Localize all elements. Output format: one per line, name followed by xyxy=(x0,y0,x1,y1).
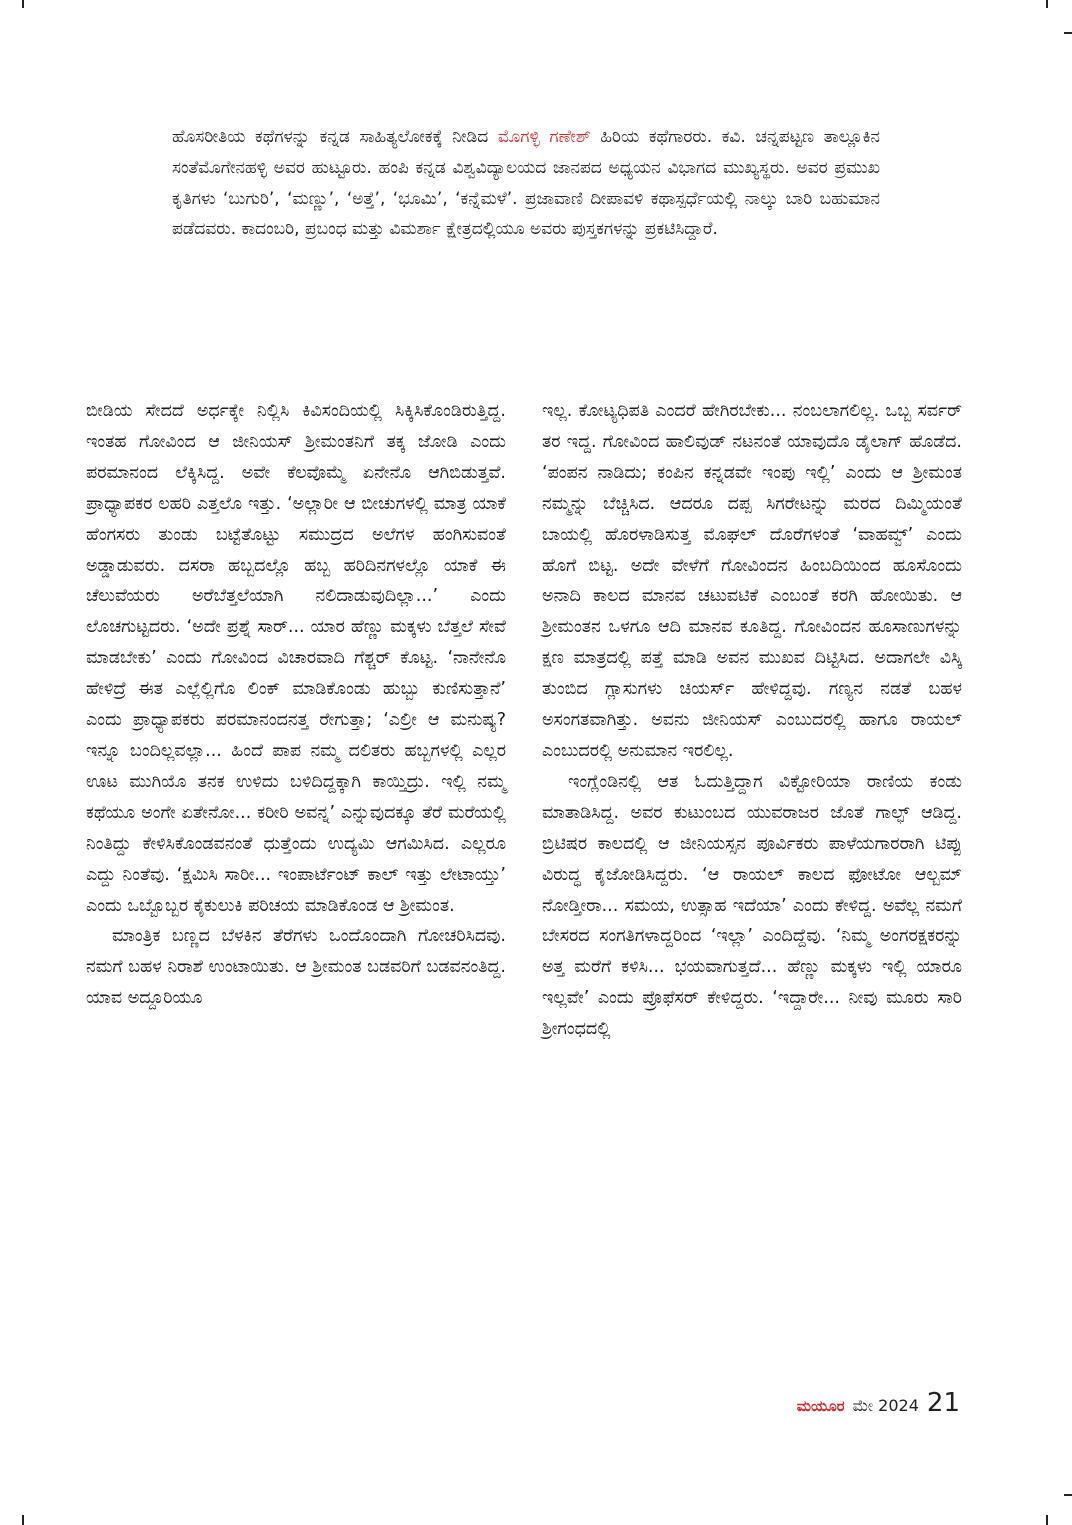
crop-mark-top-left xyxy=(22,0,24,8)
left-paragraph-1: ಬೀಡಿಯ ಸೇದದೆ ಅರ್ಧಕ್ಕೇ ನಿಲ್ಲಿಸಿ ಕಿವಿಸಂದಿಯಲ್ಲಿ ಸಿಕ್ಕಿಸಿಕೊಂಡಿರುತ್ತಿದ್ದ. ಇಂತಹ ಗೋವಿಂದ ಆ ಜೀನಿಯಸ್ ಶ್ರೀಮಂತನಿಗೆ ತಕ್ಕ ಜೋಡಿ ಎಂದು ಪರಮಾನಂದ ಲೆಕ್ಕಿಸಿದ್ದ. ಅವೇ ಕೆಲವೊಮ್ಮೆ ಏನೇನೊ ಆಗಿಬಿಡುತ್ತವೆ. ಪ್ರಾಧ್ಯಾಪಕರ ಲಹರಿ ಎತ್ತಲೊ ಇತ್ತು. ‘ಅಲ್ಲಾರೀ ಆ ಬೀಚುಗಳಲ್ಲಿ ಮಾತ್ರ ಯಾಕೆ ಹೆಂಗಸರು ತುಂಡು ಬಟ್ಟೆತೊಟ್ಟು ಸಮುದ್ರದ ಅಲೆಗಳ ಹಂಗಿಸುವಂತೆ ಅಡ್ಡಾಡುವರು. ದಸರಾ ಹಬ್ಬದಲ್ಲೊ ಹಬ್ಬ ಹರಿದಿನಗಳಲ್ಲೊ ಯಾಕೆ ಈ ಚೆಲುವೆಯರು ಅರೆಬೆತ್ತಲೆಯಾಗಿ ನಲಿದಾಡುವುದಿಲ್ಲಾ...’ ಎಂದು ಲೊಚಗುಟ್ಟದರು. ‘ಅದೇ ಪ್ರಶ್ನೆ ಸಾರ್... ಯಾರ ಹೆಣ್ಣು ಮಕ್ಕಳು ಬೆತ್ತಲೆ ಸೇವೆ ಮಾಡಬೇಕು’ ಎಂದು ಗೋವಿಂದ ವಿಚಾರವಾದಿ ಗೆಶ್ಚರ್ ಕೊಟ್ಟ. ‘ನಾನೇನೊ ಹೇಳಿದ್ರೆ ಈತ ಎಲ್ಲೆಲ್ಲಿಗೊ ಲಿಂಕ್ ಮಾಡಿಕೊಂಡು ಹುಬ್ಬು ಕುಣಿಸುತ್ತಾನೆ’ ಎಂದು ಪ್ರಾಧ್ಯಾಪಕರು ಪರಮಾನಂದನತ್ತ ರೇಗುತ್ತಾ; ‘ಎಲ್ರೀ ಆ ಮನುಷ್ಯ? ಇನ್ನೂ ಬಂದಿಲ್ಲವಲ್ಲಾ... ಹಿಂದೆ ಪಾಪ ನಮ್ಮ ದಲಿತರು ಹಬ್ಬಗಳಲ್ಲಿ ಎಲ್ಲರ ಊಟ ಮುಗಿಯೊ ತನಕ ಉಳಿದು ಬಳಿದಿದ್ದಕ್ಕಾಗಿ ಕಾಯ್ತಿದ್ರು. ಇಲ್ಲಿ ನಮ್ಮ ಕಥೆಯೂ ಅಂಗೇ ಏತೇನೋ... ಕರೀರಿ ಅವನ್ನ’ ಎನ್ನುವುದಕ್ಕೂ ತೆರೆ ಮರೆಯಲ್ಲಿ ನಿಂತಿದ್ದು ಕೇಳಿಸಿಕೊಂಡವನಂತೆ ಧುತ್ತೆಂದು ಉದ್ಯಮಿ ಆಗಮಿಸಿದ. ಎಲ್ಲರೂ ಎದ್ದು ನಿಂತೆವು. ‘ಕ್ಷಮಿಸಿ ಸಾರೀ... ಇಂಪಾರ್ಟೆಂಟ್ ಕಾಲ್ ಇತ್ತು ಲೇಟಾಯ್ತು’ ಎಂದು ಒಬ್ಬೊಬ್ಬರ ಕೈಕುಲುಕಿ ಪರಿಚಯ ಮಾಡಿಕೊಂಡ ಆ ಶ್ರೀಮಂತ. xyxy=(86,401,506,916)
left-paragraph-2: ಮಾಂತ್ರಿಕ ಬಣ್ಣದ ಬೆಳಕಿನ ತೆರೆಗಳು ಒಂದೊಂದಾಗಿ ಗೋಚರಿಸಿದವು. ನಮಗೆ ಬಹಳ ನಿರಾಶೆ ಉಂಟಾಯಿತು. ಆ ಶ್ರೀಮಂತ ಬಡವರಿಗೆ ಬಡವನಂತಿದ್ದ. ಯಾವ ಅದ್ದೂರಿಯೂ xyxy=(86,926,506,1009)
page-number: 21 xyxy=(926,1388,960,1418)
crop-mark-right-lower xyxy=(1064,1494,1072,1496)
magazine-name: ಮಯೂರ xyxy=(796,1397,845,1415)
crop-mark-top-right xyxy=(1046,0,1048,8)
right-paragraph-2: ಇಂಗ್ಲೆಂಡಿನಲ್ಲಿ ಆತ ಓದುತ್ತಿದ್ದಾಗ ವಿಕ್ಟೋರಿಯಾ ರಾಣಿಯ ಕಂಡು ಮಾತಾಡಿಸಿದ್ದ. ಅವರ ಕುಟುಂಬದ ಯುವರಾಜರ ಜೊತೆ ಗಾಲ್ಫ್ ಆಡಿದ್ದ. ಬ್ರಿಟಿಷರ ಕಾಲದಲ್ಲಿ ಆ ಜೀನಿಯಸ್ಸನ ಪೂರ್ವಿಕರು ಪಾಳೆಯಗಾರರಾಗಿ ಟಿಪ್ಪು ವಿರುದ್ಧ ಕೈಜೋಡಿಸಿದ್ದರು. ‘ಆ ರಾಯಲ್ ಕಾಲದ ಫೋಟೋ ಆಲ್ಬಮ್ ನೋಡ್ತೀರಾ... ಸಮಯ, ಉತ್ಸಾಹ ಇದೆಯಾ’ ಎಂದು ಕೇಳಿದ್ದ. ಅವೆಲ್ಲ ನಮಗೆ ಬೇಸರದ ಸಂಗತಿಗಳಾದ್ದರಿಂದ ‘ಇಲ್ಲಾ’ ಎಂದಿದ್ದೆವು. ‘ನಿಮ್ಮ ಅಂಗರಕ್ಷಕರನ್ನು ಅತ್ತ ಮರೆಗೆ ಕಳಿಸಿ... ಭಯವಾಗುತ್ತದೆ... ಹೆಣ್ಣು ಮಕ್ಕಳು ಇಲ್ಲಿ ಯಾರೂ ಇಲ್ಲವೇ’ ಎಂದು ಪ್ರೊಫೆಸರ್ ಕೇಳಿದ್ದರು. ‘ಇದ್ದಾರೇ... ನೀವು ಮೂರು ಸಾರಿ ಶ್ರೀಗಂಧದಲ್ಲಿ xyxy=(542,771,962,1040)
left-column xyxy=(86,396,506,1014)
intro-text-end: ಹಿರಿಯ ಕಥೆಗಾರರು. ಕವಿ. ಚನ್ನಪಟ್ಟಣ ತಾಲ್ಲೂಕಿನ ಸಂತೆಮೊಗೇನಹಳ್ಳಿ ಅವರ ಹುಟ್ಟೂರು. ಹಂಪಿ ಕನ್ನಡ ವಿಶ್ವವಿದ್ಯಾಲಯದ ಜಾನಪದ ಅಧ್ಯಯನ ವಿಭಾಗದ ಮುಖ್ಯಸ್ಥರು. ಅವರ ಪ್ರಮುಖ ಕೃತಿಗಳು ‘ಬುಗುರಿ’, ‘ಮಣ್ಣು’, ‘ಅತ್ತೆ’, ‘ಭೂಮಿ’, ‘ಕನ್ನೆಮಳೆ’. ಪ್ರಜಾವಾಣಿ ದೀಪಾವಳಿ ಕಥಾಸ್ಪರ್ಧೆಯಲ್ಲಿ ನಾಲ್ಕು ಬಾರಿ ಬಹುಮಾನ ಪಡೆದವರು. ಕಾದಂಬರಿ, ಪ್ರಬಂಧ ಮತ್ತು ವಿಮರ್ಶಾ ಕ್ಷೇತ್ರದಲ್ಲಿಯೂ ಅವರು ಪುಸ್ತಕಗಳನ್ನು ಪ್ರಕಟಿಸಿದ್ದಾರೆ. xyxy=(172,127,880,240)
right-column xyxy=(542,396,962,1045)
crop-mark-bottom-right xyxy=(1046,1515,1048,1525)
intro-text-start: ಹೊಸರೀತಿಯ ಕಥೆಗಳನ್ನು ಕನ್ನಡ ಸಾಹಿತ್ಯಲೋಕಕ್ಕೆ ನೀಡಿದ xyxy=(172,127,498,147)
crop-mark-right-upper xyxy=(1064,32,1072,34)
right-paragraph-1: ಇಲ್ಲ. ಕೋಟ್ಯಧಿಪತಿ ಎಂದರೆ ಹೇಗಿರಬೇಕು... ನಂಬಲಾಗಲಿಲ್ಲ. ಒಬ್ಬ ಸರ್ವರ್ ತರ ಇದ್ದ. ಗೋವಿಂದ ಹಾಲಿವುಡ್ ನಟನಂತೆ ಯಾವುದೊ ಡೈಲಾಗ್ ಹೊಡೆದ. ‘ಪಂಪನ ನಾಡಿದು; ಕಂಪಿನ ಕನ್ನಡವೇ ಇಂಪು ಇಲ್ಲಿ’ ಎಂದು ಆ ಶ್ರೀಮಂತ ನಮ್ಮನ್ನು ಬೆಚ್ಚಿಸಿದ. ಆದರೂ ದಪ್ಪ ಸಿಗರೇಟನ್ನು ಮರದ ದಿಮ್ಮಿಯಂತೆ ಬಾಯಲ್ಲಿ ಹೊರಳಾಡಿಸುತ್ತ ಮೊಘಲ್ ದೊರೆಗಳಂತೆ ‘ವಾಹವ್ವ್’ ಎಂದು ಹೊಗೆ ಬಿಟ್ಟ. ಅದೇ ವೇಳೆಗೆ ಗೋವಿಂದನ ಹಿಂಬದಿಯಿಂದ ಹೂಸೊಂದು ಅನಾದಿ ಕಾಲದ ಮಾನವ ಚಟುವಟಿಕೆ ಎಂಬಂತೆ ಕರಗಿ ಹೋಯಿತು. ಆ ಶ್ರೀಮಂತನ ಒಳಗೂ ಆದಿ ಮಾನವ ಕೂತಿದ್ದ. ಗೋವಿಂದನ ಹೂಸಾಣುಗಳನ್ನು ಕ್ಷಣ ಮಾತ್ರದಲ್ಲಿ ಪತ್ತೆ ಮಾಡಿ ಅವನ ಮುಖವ ದಿಟ್ಟಿಸಿದ. ಅದಾಗಲೇ ವಿಸ್ಕಿ ತುಂಬಿದ ಗ್ಲಾಸುಗಳು ಚಿಯರ್ಸ್ ಹೇಳಿದ್ದವು. ಗಣ್ಯನ ನಡತೆ ಬಹಳ ಅಸಂಗತವಾಗಿತ್ತು. ಅವನು ಜೀನಿಯಸ್ ಎಂಬುದರಲ್ಲಿ ಹಾಗೂ ರಾಯಲ್ ಎಂಬುದರಲ್ಲಿ ಅನುಮಾನ ಇರಲಿಲ್ಲ. xyxy=(542,401,962,761)
author-intro xyxy=(172,122,880,245)
page-footer xyxy=(797,1388,960,1428)
author-name: ಮೊಗಳ್ಳಿ ಗಣೇಶ್ xyxy=(497,127,591,147)
issue-date: ಮೇ 2024 xyxy=(852,1396,919,1415)
crop-mark-bottom-left xyxy=(22,1515,24,1525)
